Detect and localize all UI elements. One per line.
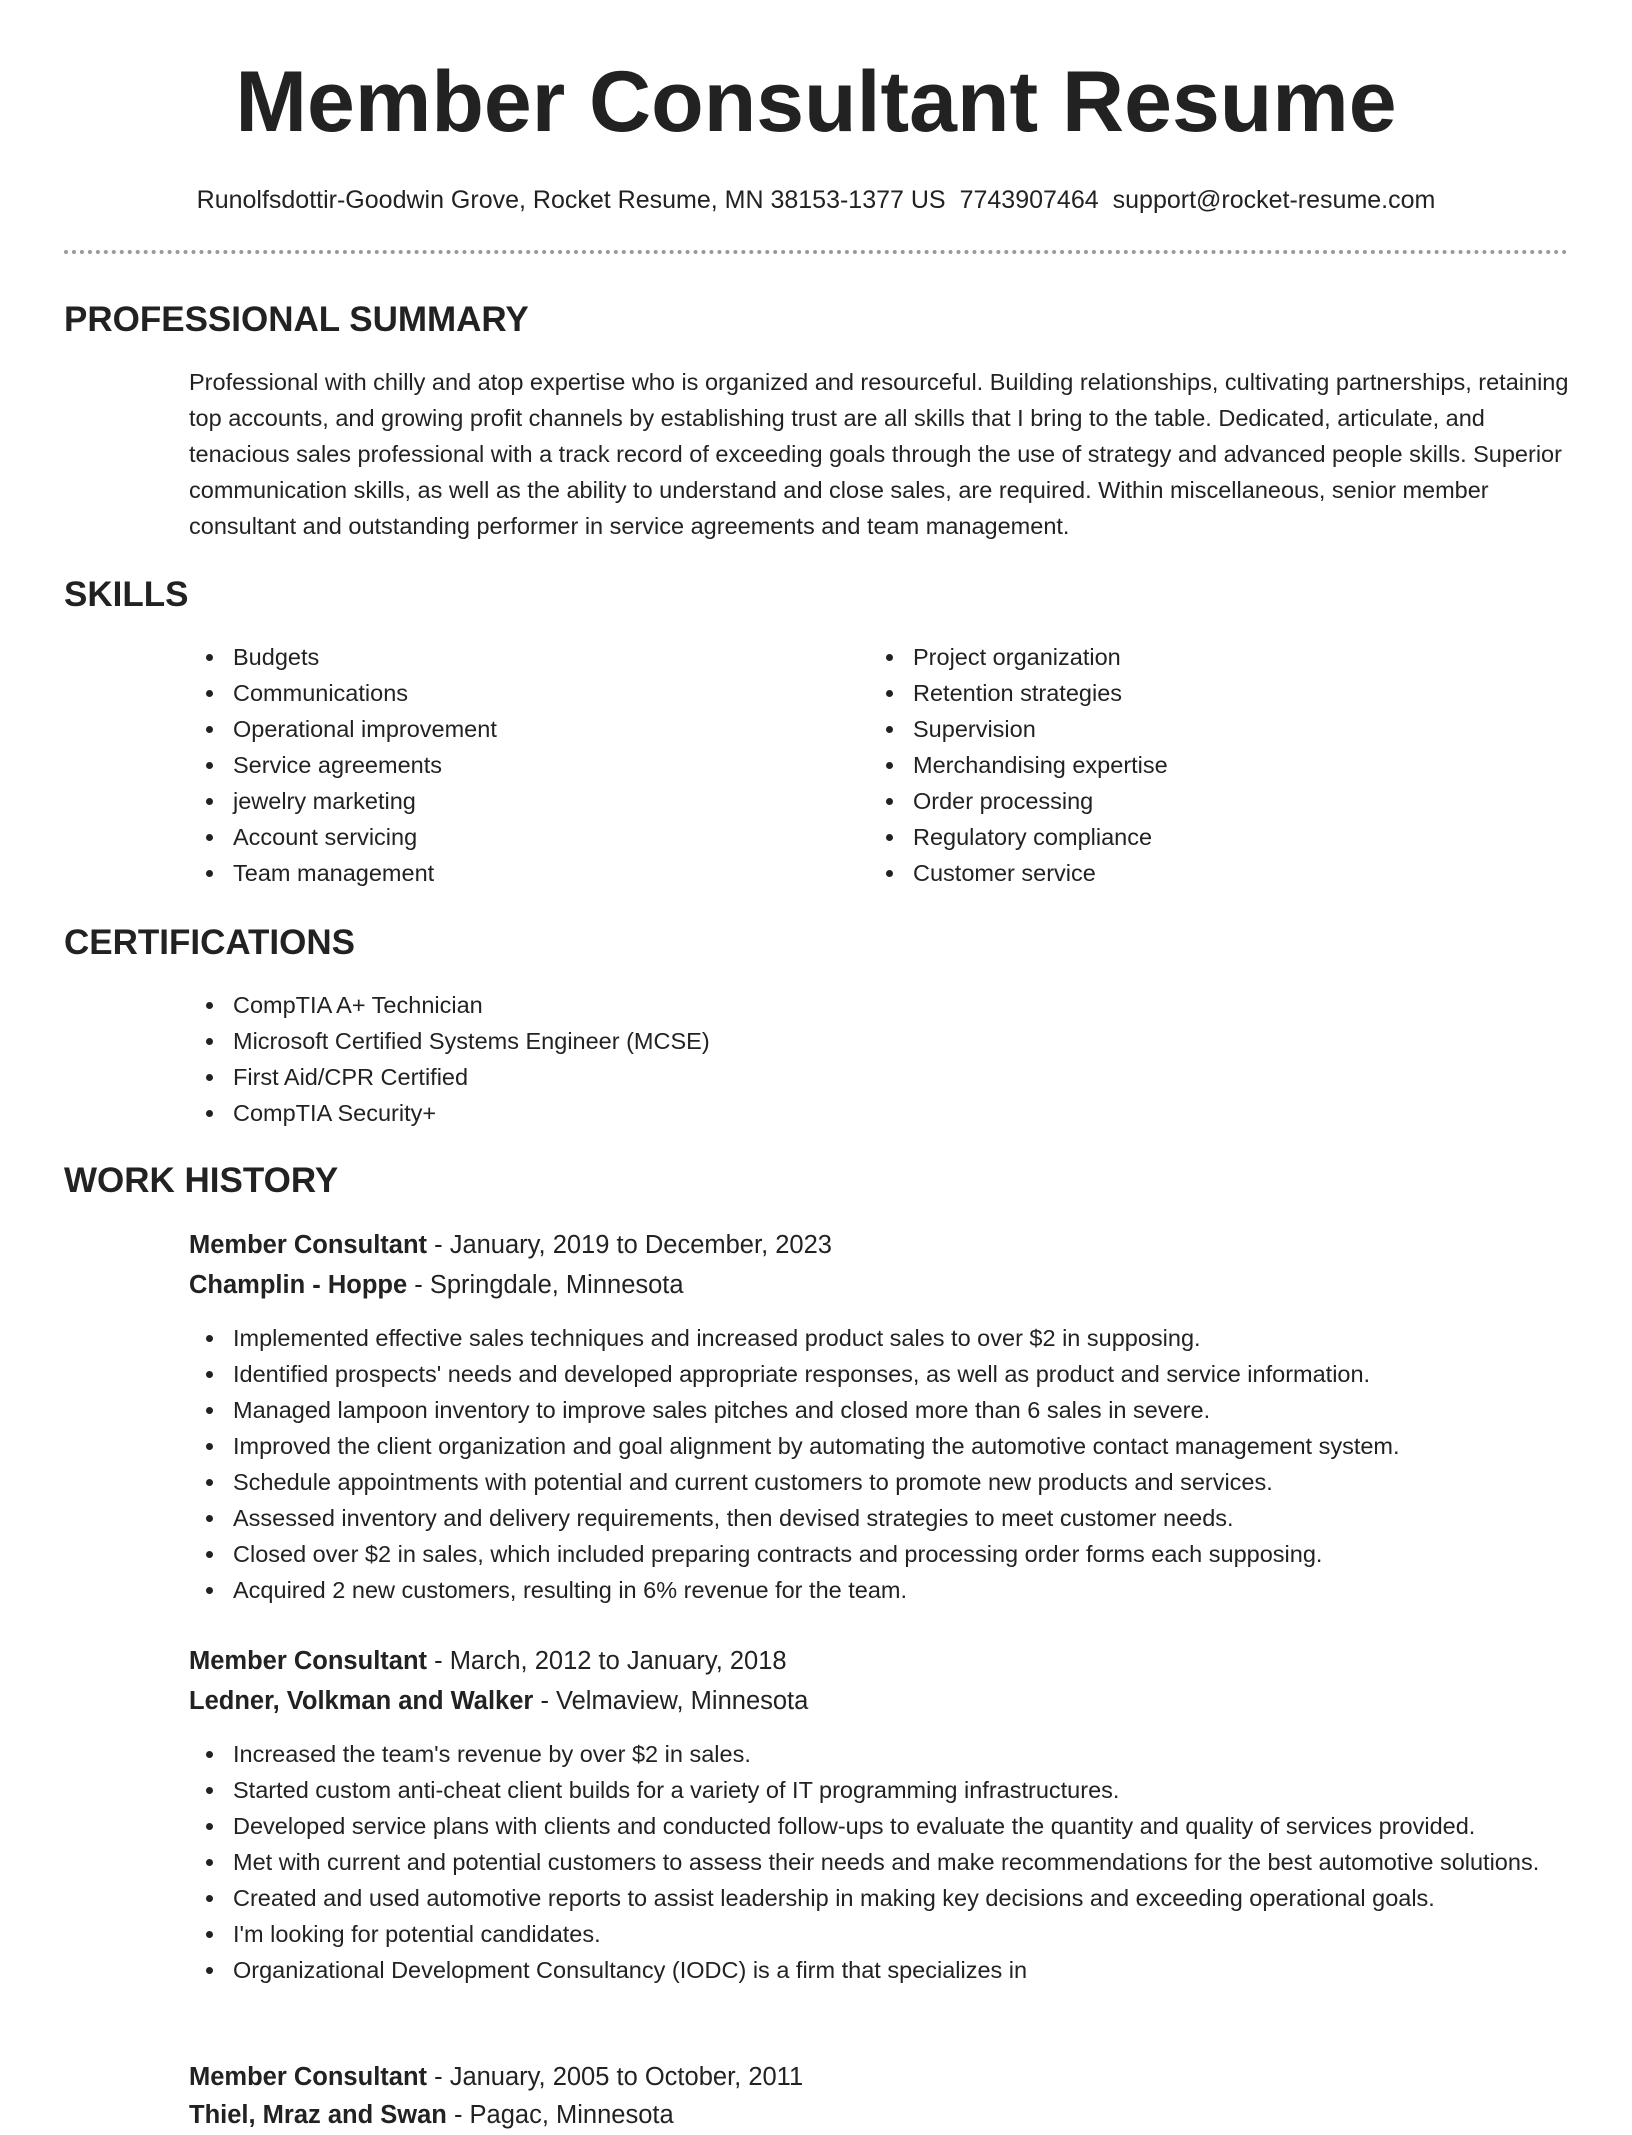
job-bullet: Started custom anti-cheat client builds for a variety of IT programming infrastructures. [189,1772,1579,1808]
skill-item: Merchandising expertise [869,747,1168,783]
contact-line [0,182,1632,218]
job-dates: - January, 2019 to December, 2023 [427,1231,832,1259]
contact-email[interactable]: support@rocket-resume.com [1112,186,1436,214]
skills-heading: SKILLS [64,575,189,614]
job-location: - Pagac, Minnesota [446,2101,674,2129]
job-title-line [189,1641,787,1681]
skills-list-right [869,639,1168,891]
job-bullet: Schedule appointments with potential and current customers to promote new products and services. [189,1464,1579,1500]
certification-item: Microsoft Certified Systems Engineer (MCSE) [189,1023,710,1059]
skill-item: Project organization [869,639,1168,675]
contact-phone: 7743907464 [959,186,1099,214]
skill-item: Operational improvement [189,711,497,747]
job-title: Member Consultant [189,1647,428,1675]
job-bullet: Implemented effective sales techniques and increased product sales to over $2 in supposing. [189,1320,1579,1356]
job-bullet: Met with current and potential customers to assess their needs and make recommendations for the best automotive solutions. [189,1844,1579,1880]
job-bullet: Organizational Development Consultancy (IODC) is a firm that specializes in [189,1952,1579,1988]
job-bullet: Closed over $2 in sales, which included preparing contracts and processing order forms each supposing. [189,1536,1579,1572]
job-title-line [189,1225,832,1265]
job-bullet: Improved the client organization and goal alignment by automating the automotive contact management system. [189,1428,1579,1464]
job-bullet: Increased the team's revenue by over $2 in sales. [189,1736,1579,1772]
certifications-heading: CERTIFICATIONS [64,923,356,962]
work-history-heading: WORK HISTORY [64,1161,339,1200]
summary-heading: PROFESSIONAL SUMMARY [64,300,529,339]
certifications-list [189,987,710,1131]
job-bullet: Assessed inventory and delivery requirements, then devised strategies to meet customer needs. [189,1500,1579,1536]
skill-item: Regulatory compliance [869,819,1168,855]
resume-title: Member Consultant Resume [235,54,1397,150]
skill-item: Account servicing [189,819,497,855]
skill-item: Order processing [869,783,1168,819]
job-location: - Velmaview, Minnesota [533,1687,809,1715]
job-company: Thiel, Mraz and Swan [189,2101,447,2129]
job-company: Ledner, Volkman and Walker [189,1687,534,1715]
job-company-line [189,1265,684,1305]
contact-address: Runolfsdottir-Goodwin Grove, Rocket Resume, MN 38153-1377 US [196,186,946,214]
skill-item: Retention strategies [869,675,1168,711]
skill-item: Customer service [869,855,1168,891]
job-company-line [189,2095,674,2135]
job-title: Member Consultant [189,2063,428,2091]
job-dates: - January, 2005 to October, 2011 [427,2063,804,2091]
skill-item: Supervision [869,711,1168,747]
skill-item: Service agreements [189,747,497,783]
job-bullets [189,1320,1579,1608]
job-bullet: Developed service plans with clients and conducted follow-ups to evaluate the quantity and quality of services provided. [189,1808,1579,1844]
job-location: - Springdale, Minnesota [407,1271,684,1299]
job-bullet: Acquired 2 new customers, resulting in 6% revenue for the team. [189,1572,1579,1608]
job-bullets [189,1736,1579,1988]
skill-item: jewelry marketing [189,783,497,819]
summary-text: Professional with chilly and atop expertise who is organized and resourceful. Building relationships, cultivating partnerships, retaining top accounts, and growing profit channels by establishing trust are all skills that I bring to the table. Dedicated, articulate, and tenacious sales professional with a track record of exceeding goals through the use of strategy and advanced people skills. Superior communication skills, as well as the ability to understand and close sales, are required. Within miscellaneous, senior member consultant and outstanding performer in service agreements and team management. [189,369,1569,539]
job-title-line [189,2057,803,2097]
job-company: Champlin - Hoppe [189,1271,408,1299]
certification-item: First Aid/CPR Certified [189,1059,710,1095]
job-company-line [189,1681,808,1721]
skill-item: Budgets [189,639,497,675]
job-bullet: Identified prospects' needs and developed appropriate responses, as well as product and service information. [189,1356,1579,1392]
job-title: Member Consultant [189,1231,428,1259]
skills-list-left [189,639,497,891]
header-divider [64,250,1568,254]
certification-item: CompTIA Security+ [189,1095,710,1131]
skill-item: Team management [189,855,497,891]
skill-item: Communications [189,675,497,711]
job-bullet: I'm looking for potential candidates. [189,1916,1579,1952]
job-bullet: Managed lampoon inventory to improve sales pitches and closed more than 6 sales in severe. [189,1392,1579,1428]
job-bullet: Created and used automotive reports to assist leadership in making key decisions and exceeding operational goals. [189,1880,1579,1916]
job-dates: - March, 2012 to January, 2018 [427,1647,787,1675]
certification-item: CompTIA A+ Technician [189,987,710,1023]
